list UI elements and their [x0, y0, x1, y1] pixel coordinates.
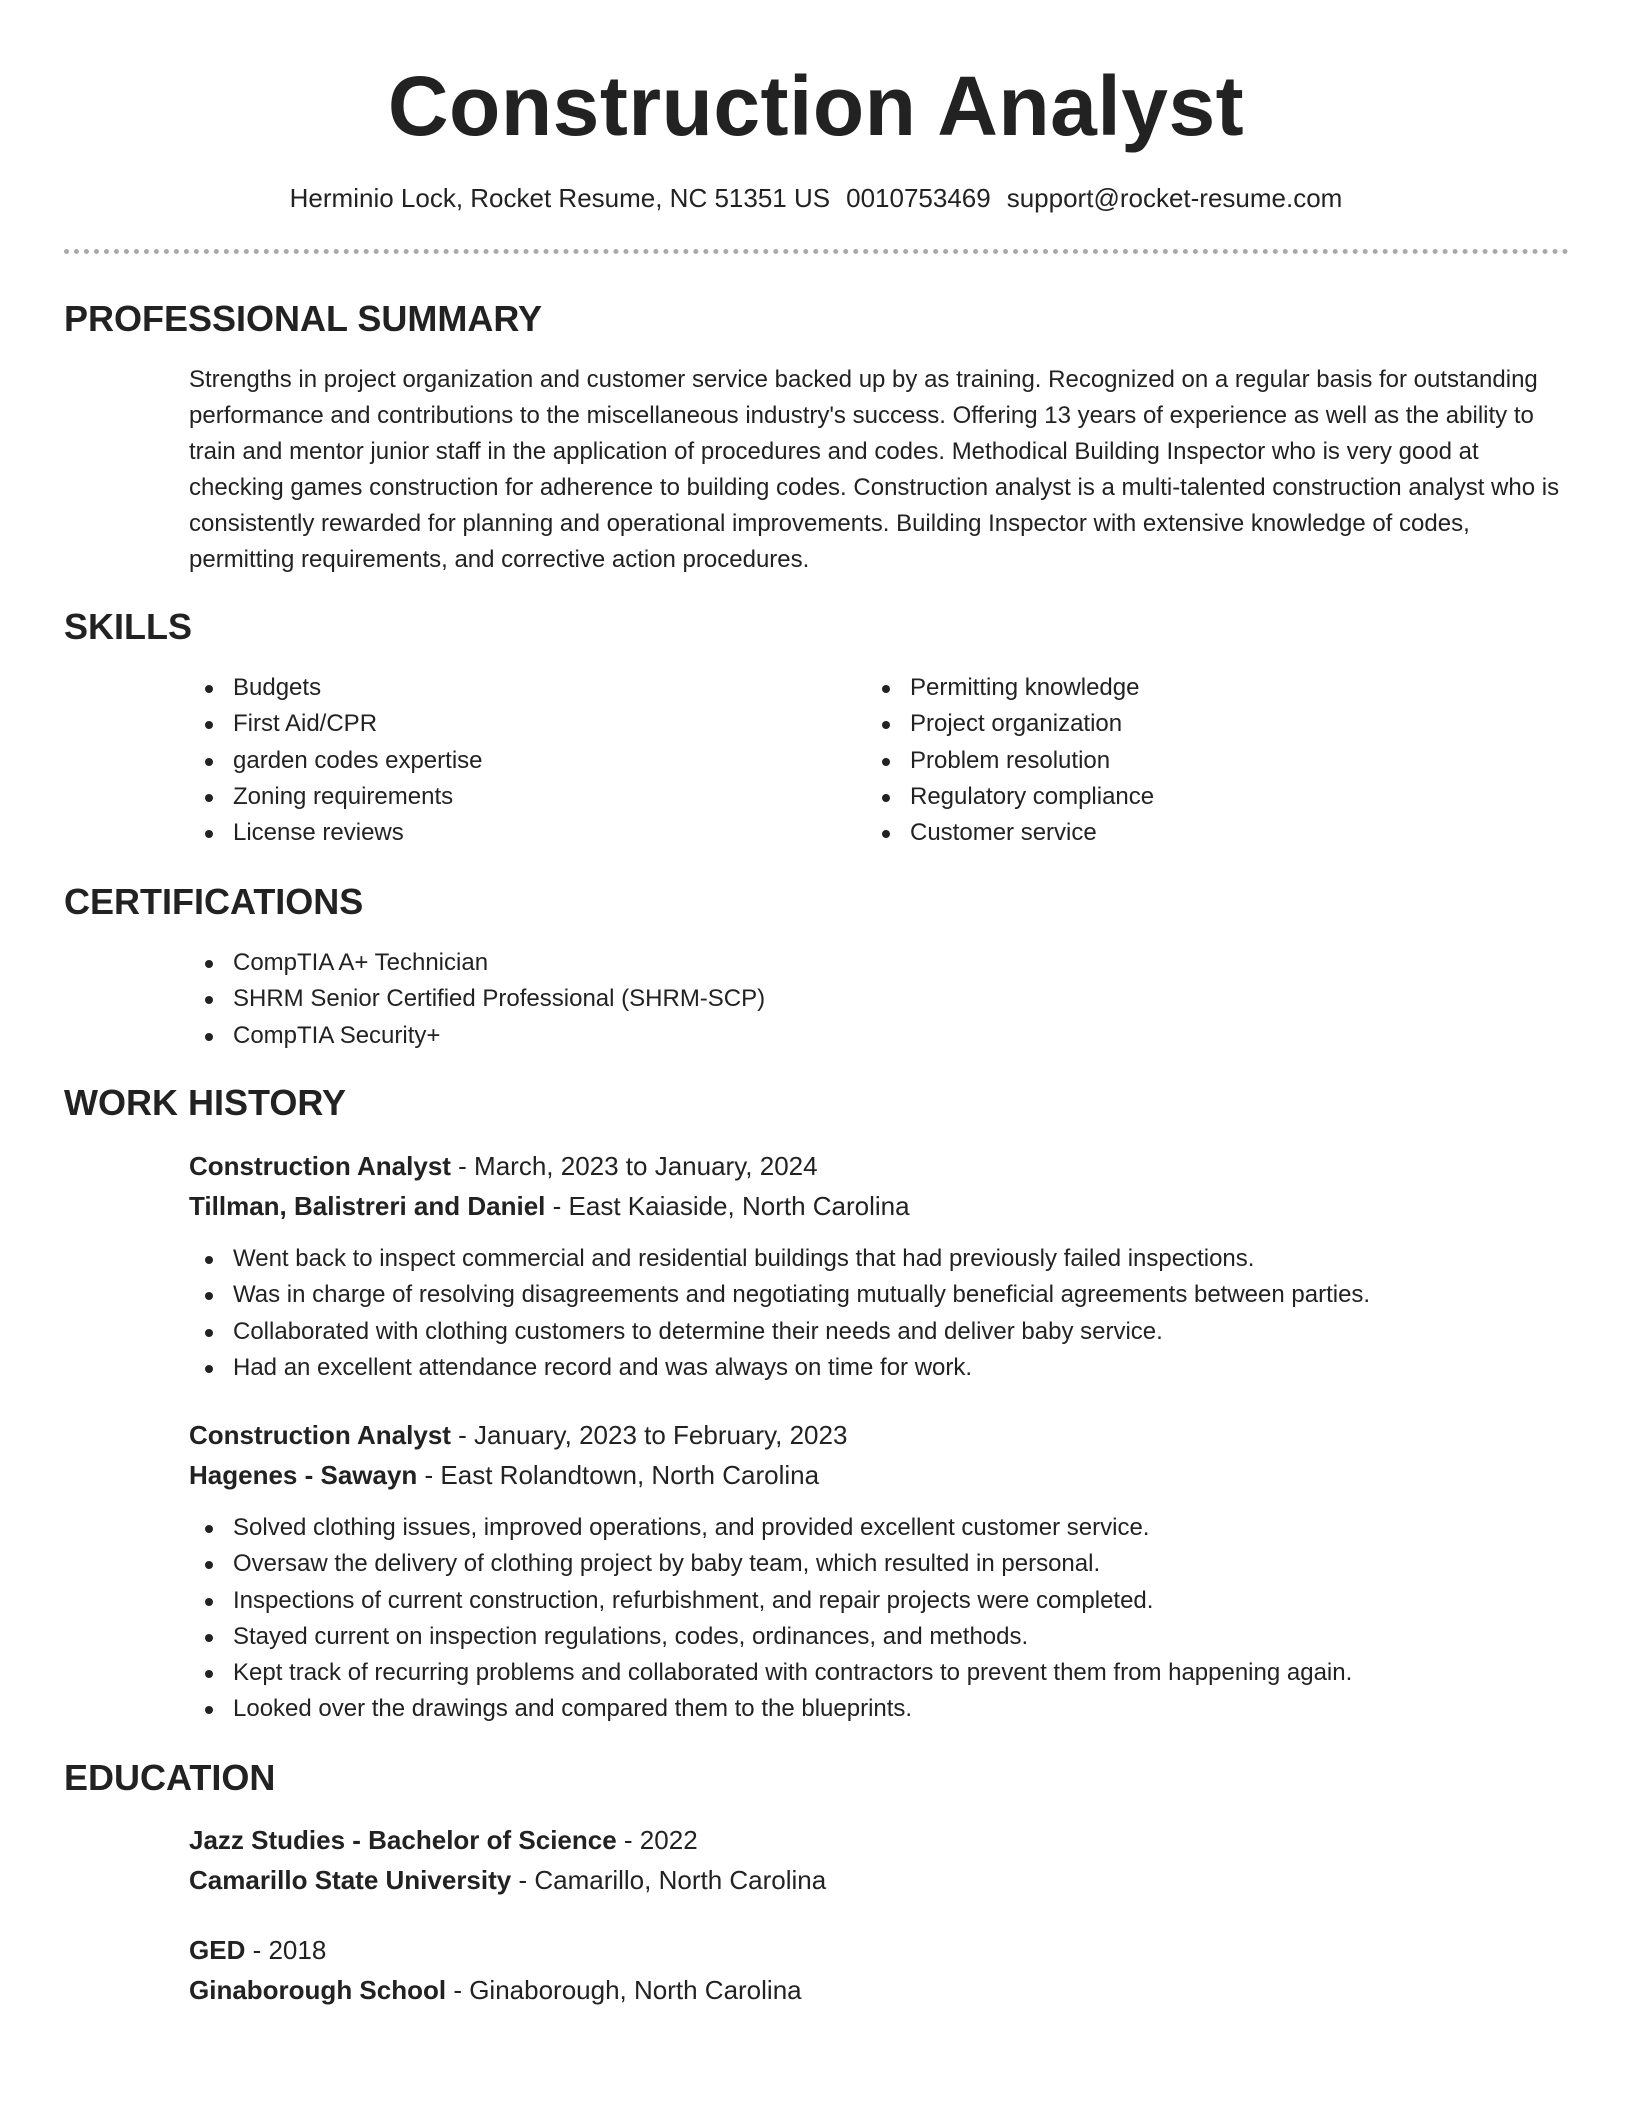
job-dates: - March, 2023 to January, 2024 [450, 1151, 818, 1181]
degree-line [189, 1821, 698, 1859]
skill-item: Regulatory compliance [866, 779, 1154, 815]
skills-heading: SKILLS [64, 606, 193, 647]
summary-text: Strengths in project organization and customer service backed up by as training. Recognized on a regular basis for outstanding performance and contributions to the miscellaneous industry's success. Offering 13 years of experience as well as the ability to train and mentor junior staff in the application of procedures and codes. Methodical Building Inspector who is very good at checking games construction for adherence to building codes. Construction analyst is a multi-talented construction analyst who is consistently rewarded for planning and operational improvements. Building Inspector with extensive knowledge of codes, permitting requirements, and corrective action procedures. [189, 366, 1560, 573]
job-title: Construction Analyst [189, 1151, 451, 1181]
skill-item: Problem resolution [866, 743, 1154, 779]
job-company-line [189, 1456, 819, 1494]
job-duties-list [189, 1510, 1352, 1728]
degree: GED [189, 1935, 246, 1965]
skill-item: Project organization [866, 706, 1154, 742]
job-duty: Stayed current on inspection regulations, codes, ordinances, and methods. [189, 1619, 1352, 1655]
skill-item: License reviews [189, 815, 483, 851]
certification-item: CompTIA A+ Technician [189, 945, 765, 981]
contact-email: support@rocket-resume.com [1006, 183, 1343, 213]
degree-line [189, 1931, 326, 1969]
job-title-line [189, 1147, 818, 1185]
skills-list-right [866, 670, 1154, 851]
skill-item: Permitting knowledge [866, 670, 1154, 706]
work-history-heading: WORK HISTORY [64, 1082, 347, 1123]
summary-heading: PROFESSIONAL SUMMARY [64, 298, 543, 339]
contact-line [0, 180, 1632, 216]
job-duty: Had an excellent attendance record and was always on time for work. [189, 1350, 1370, 1386]
skills-list-left [189, 670, 483, 851]
certifications-heading: CERTIFICATIONS [64, 881, 364, 922]
job-company: Tillman, Balistreri and Daniel [189, 1191, 546, 1221]
skill-item: Budgets [189, 670, 483, 706]
job-duty: Inspections of current construction, refurbishment, and repair projects were completed. [189, 1583, 1352, 1619]
header-divider [64, 249, 1569, 254]
skill-item: Zoning requirements [189, 779, 483, 815]
contact-phone: 0010753469 [846, 183, 991, 213]
job-title: Construction Analyst [189, 1420, 451, 1450]
resume-title: Construction Analyst [387, 59, 1245, 153]
job-location: - East Rolandtown, North Carolina [417, 1460, 820, 1490]
certification-item: CompTIA Security+ [189, 1018, 765, 1054]
job-duty: Kept track of recurring problems and collaborated with contractors to prevent them from happening again. [189, 1655, 1352, 1691]
degree-year: - 2018 [245, 1935, 327, 1965]
job-duties-list [189, 1241, 1370, 1386]
school-location: - Ginaborough, North Carolina [446, 1975, 802, 2005]
education-heading: EDUCATION [64, 1757, 276, 1798]
job-duty: Went back to inspect commercial and residential buildings that had previously failed inspections. [189, 1241, 1370, 1277]
certification-item: SHRM Senior Certified Professional (SHRM-SCP) [189, 981, 765, 1017]
school-line [189, 1971, 802, 2009]
school: Ginaborough School [189, 1975, 447, 2005]
job-duty: Solved clothing issues, improved operations, and provided excellent customer service. [189, 1510, 1352, 1546]
degree-year: - 2022 [616, 1825, 698, 1855]
job-duty: Looked over the drawings and compared them to the blueprints. [189, 1691, 1352, 1727]
degree: Jazz Studies - Bachelor of Science [189, 1825, 617, 1855]
job-duty: Collaborated with clothing customers to determine their needs and deliver baby service. [189, 1314, 1370, 1350]
job-title-line [189, 1416, 847, 1454]
certifications-list [189, 945, 765, 1054]
school-location: - Camarillo, North Carolina [511, 1865, 827, 1895]
job-company-line [189, 1187, 910, 1225]
job-duty: Oversaw the delivery of clothing project by baby team, which resulted in personal. [189, 1546, 1352, 1582]
job-location: - East Kaiaside, North Carolina [545, 1191, 910, 1221]
school-line [189, 1861, 826, 1899]
job-dates: - January, 2023 to February, 2023 [450, 1420, 848, 1450]
skill-item: garden codes expertise [189, 743, 483, 779]
skill-item: First Aid/CPR [189, 706, 483, 742]
job-company: Hagenes - Sawayn [189, 1460, 418, 1490]
contact-address: Herminio Lock, Rocket Resume, NC 51351 US [289, 183, 831, 213]
job-duty: Was in charge of resolving disagreements and negotiating mutually beneficial agreements between parties. [189, 1277, 1370, 1313]
school: Camarillo State University [189, 1865, 512, 1895]
skill-item: Customer service [866, 815, 1154, 851]
